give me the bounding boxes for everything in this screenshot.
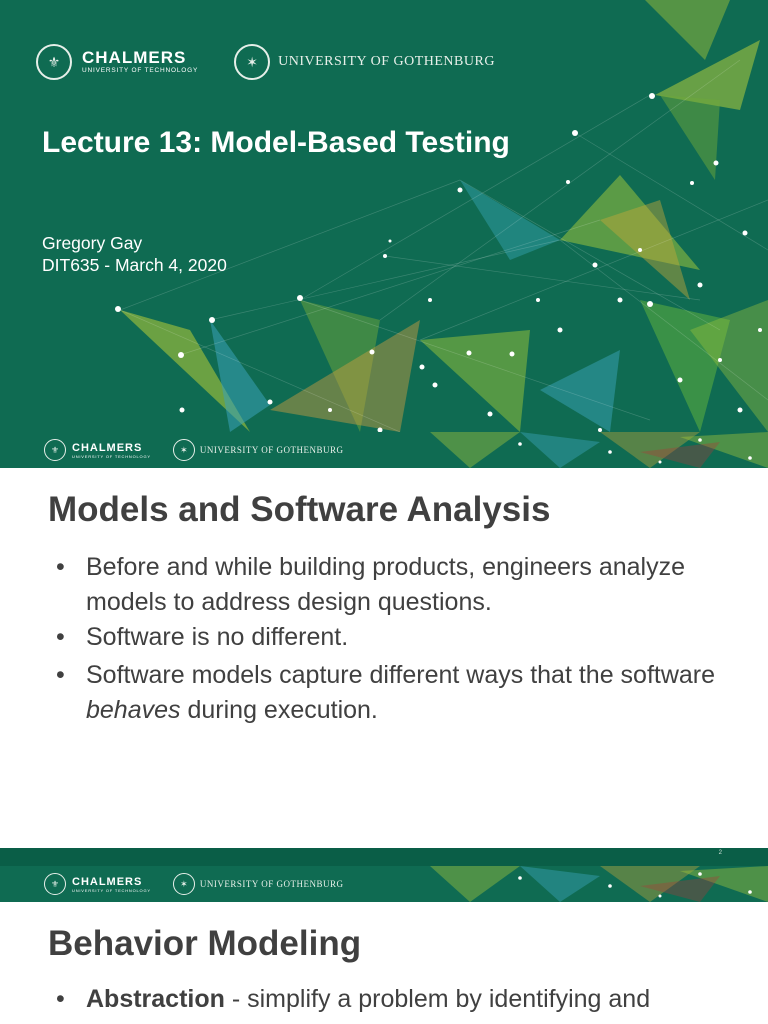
author-name: Gregory Gay xyxy=(42,233,143,253)
bullet-text: - simplify a problem by identifying and xyxy=(224,985,651,1013)
gothenburg-seal-icon: ✶ xyxy=(173,439,195,461)
lecture-title: Lecture 13: Model-Based Testing xyxy=(42,126,510,159)
bullet-text: Software is no different. xyxy=(86,623,349,651)
bullet-text: Before and while building products, engineers analyze models to address design questions. xyxy=(86,553,685,616)
bullet-icon: • xyxy=(56,553,65,581)
chalmers-seal-icon: ⚜ xyxy=(36,44,72,80)
list-item xyxy=(56,658,716,728)
page-number: 2 xyxy=(718,850,722,856)
slide-separator xyxy=(0,848,768,866)
chalmers-seal-icon: ⚜ xyxy=(44,873,66,895)
slide1-logos xyxy=(36,42,495,82)
bullet-text-part: during execution. xyxy=(180,696,378,724)
chalmers-logo xyxy=(72,442,151,459)
gothenburg-name: UNIVERSITY OF GOTHENBURG xyxy=(199,879,344,889)
bullet-text-part: Software models capture different ways that the software xyxy=(86,661,716,689)
author-block xyxy=(42,232,227,276)
footer-logos xyxy=(44,439,344,461)
chalmers-logo xyxy=(82,49,198,75)
footer-logos xyxy=(44,873,344,895)
chalmers-subtitle: UNIVERSITY OF TECHNOLOGY xyxy=(82,67,199,74)
slide-footer xyxy=(0,432,768,468)
list-item xyxy=(56,550,716,620)
bullet-bold-term: Abstraction xyxy=(86,985,225,1013)
slide-footer xyxy=(0,866,768,902)
chalmers-name: CHALMERS xyxy=(72,441,143,454)
chalmers-seal-icon: ⚜ xyxy=(44,439,66,461)
bullet-icon: • xyxy=(56,623,65,651)
list-item xyxy=(56,620,716,655)
chalmers-logo xyxy=(72,876,151,893)
slide2-heading: Models and Software Analysis xyxy=(48,490,551,529)
bullet-icon: • xyxy=(56,661,65,689)
gothenburg-seal-icon: ✶ xyxy=(234,44,270,80)
chalmers-subtitle: UNIVERSITY OF TECHNOLOGY xyxy=(72,887,151,893)
course-date: DIT635 - March 4, 2020 xyxy=(42,255,227,275)
chalmers-subtitle: UNIVERSITY OF TECHNOLOGY xyxy=(72,453,151,459)
gothenburg-seal-icon: ✶ xyxy=(173,873,195,895)
slide3-heading: Behavior Modeling xyxy=(48,924,362,963)
bullet-emphasis: behaves xyxy=(86,696,181,724)
gothenburg-name: UNIVERSITY OF GOTHENBURG xyxy=(278,54,495,69)
gothenburg-name: UNIVERSITY OF GOTHENBURG xyxy=(199,445,344,455)
list-item xyxy=(56,982,716,1017)
title-slide xyxy=(0,0,768,432)
chalmers-name: CHALMERS xyxy=(72,875,143,888)
slide3-bullet-list xyxy=(56,982,716,1017)
bullet-icon: • xyxy=(56,985,65,1013)
slide2-bullet-list xyxy=(56,550,716,728)
chalmers-name: CHALMERS xyxy=(82,48,187,67)
